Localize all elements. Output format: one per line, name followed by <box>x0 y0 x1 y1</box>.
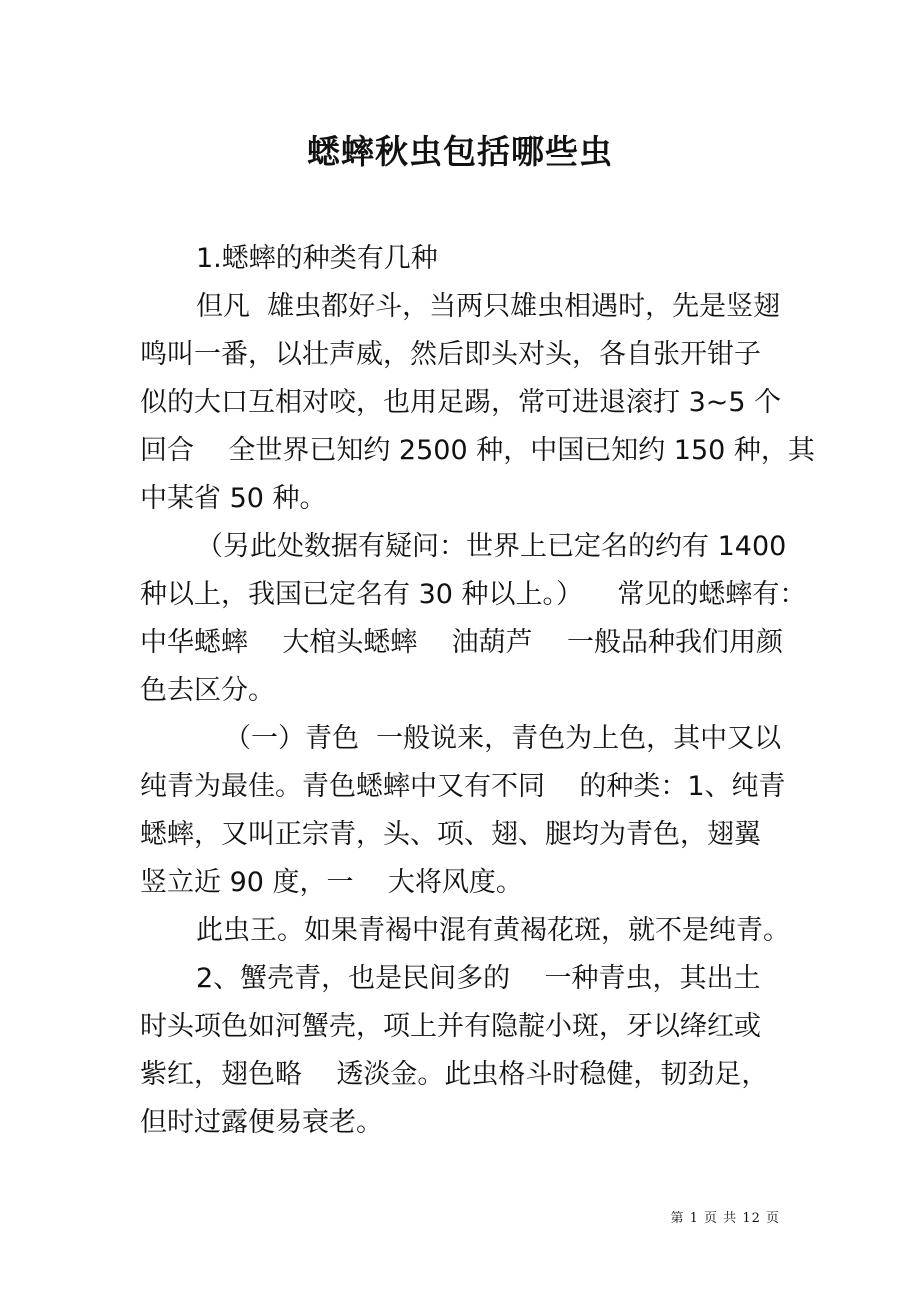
paragraph-line: （一）青色 一般说来，青色为上色，其中又以 <box>224 723 782 754</box>
paragraph-line: 回合 全世界已知约 2500 种，中国已知约 150 种，其 <box>140 435 815 466</box>
paragraph-line: 中华蟋蟀 大棺头蟋蟀 油葫芦 一般品种我们用颜 <box>140 627 783 658</box>
document-title: 蟋蟀秋虫包括哪些虫 <box>307 132 613 171</box>
paragraph-line: 但凡 雄虫都好斗，当两只雄虫相遇时，先是竖翅 <box>196 291 781 322</box>
paragraph-line: 时头项色如河蟹壳，项上并有隐靛小斑，牙以绛红或 <box>140 1011 761 1042</box>
paragraph-line: 竖立近 90 度，一 大将风度。 <box>140 867 523 898</box>
paragraph-line: 色去区分。 <box>140 675 275 706</box>
paragraph-line: 中某省 50 种。 <box>140 483 327 514</box>
paragraph-line: 紫红，翅色略 透淡金。此虫格斗时稳健，韧劲足， <box>140 1059 769 1090</box>
paragraph-line: 纯青为最佳。青色蟋蟀中又有不同 的种类：1、纯青 <box>140 771 786 802</box>
paragraph-line: （另此处数据有疑问：世界上已定名的约有 1400 <box>196 531 787 562</box>
paragraph-line: 蟋蟀，又叫正宗青，头、项、翅、腿均为青色，翅翼 <box>140 819 761 850</box>
paragraph-line: 鸣叫一番，以壮声威，然后即头对头，各自张开钳子 <box>140 339 761 370</box>
page-number-footer: 第 1 页 共 12 页 <box>670 1211 780 1226</box>
paragraph-line: 似的大口互相对咬，也用足踢，常可进退滚打 3~5 个 <box>140 387 782 418</box>
paragraph-line: 此虫王。如果青褐中混有黄褐花斑，就不是纯青。 <box>196 915 790 946</box>
paragraph-line: 但时过露便易衰老。 <box>140 1107 383 1138</box>
paragraph-line: 2、蟹壳青，也是民间多的 一种青虫，其出土 <box>196 963 761 994</box>
section-heading: 1.蟋蟀的种类有几种 <box>196 243 438 274</box>
paragraph-line: 种以上，我国已定名有 30 种以上。） 常见的蟋蟀有： <box>140 579 807 610</box>
